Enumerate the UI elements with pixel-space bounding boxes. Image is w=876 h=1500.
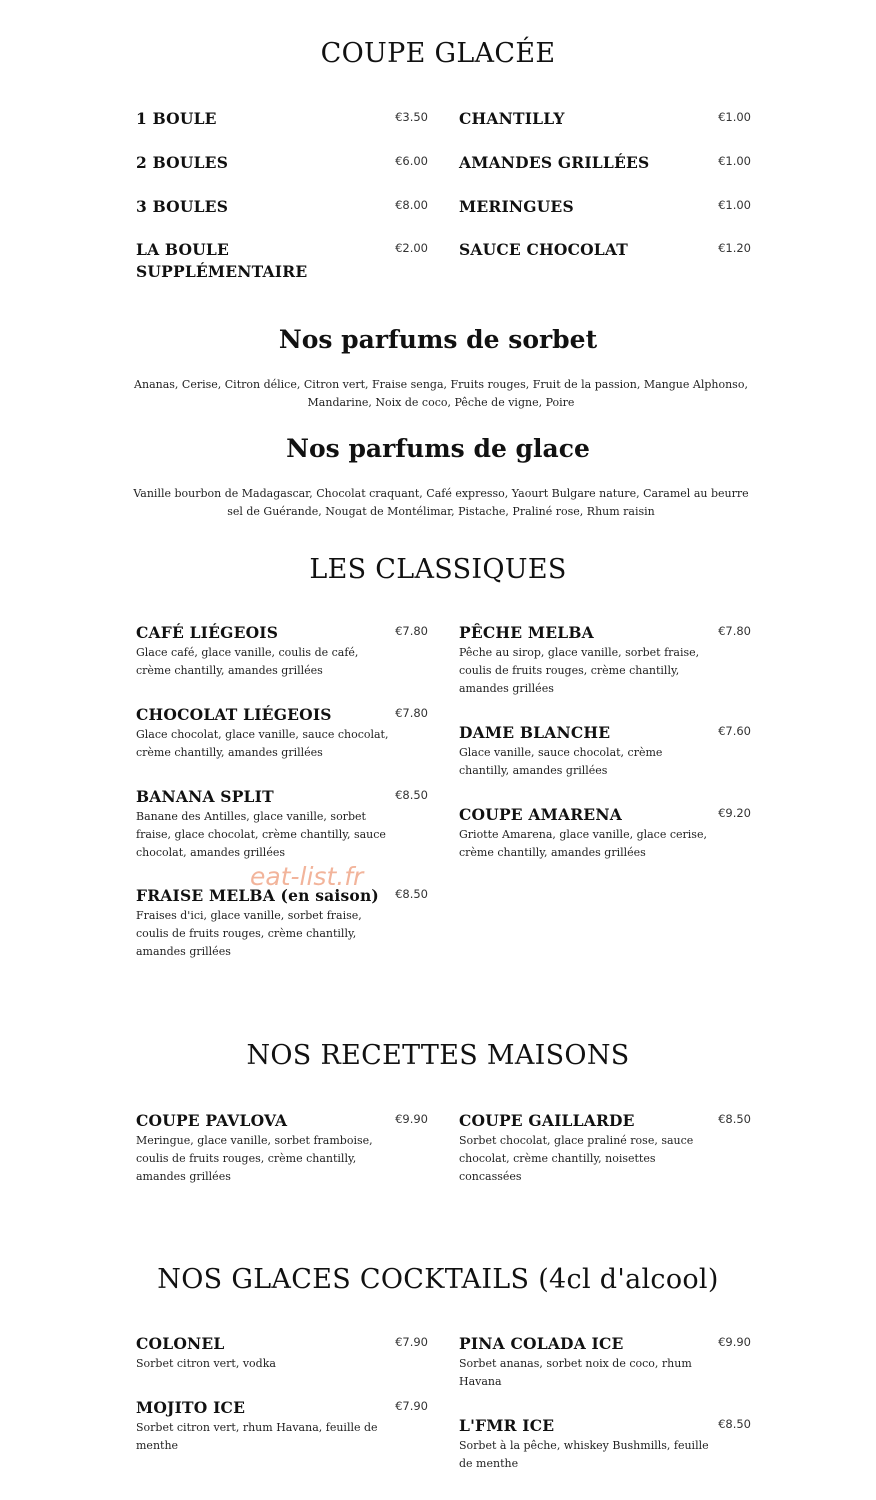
item-price: €1.20	[718, 241, 751, 255]
item-name: CHANTILLY	[459, 109, 565, 128]
item-name: L'FMR ICE	[459, 1416, 555, 1435]
menu-item	[459, 152, 751, 196]
item-price: €8.50	[718, 1417, 751, 1431]
item-name: COUPE PAVLOVA	[136, 1111, 288, 1130]
menu-item	[136, 152, 428, 196]
item-description: Sorbet à la pêche, whiskey Bushmills, feuille de menthe	[459, 1439, 709, 1470]
item-name: 1 BOULE	[136, 109, 217, 128]
item-price: €8.50	[395, 887, 428, 901]
sorbet-flavors-text: Ananas, Cerise, Citron délice, Citron vert, Fraise senga, Fruits rouges, Fruit de la passion, Mangue Alphonso, Mandarine, Noix de coco, Pêche de vigne, Poire	[134, 378, 748, 409]
item-description: Meringue, glace vanille, sorbet framboise, coulis de fruits rouges, crème chantilly, amandes grillées	[136, 1134, 373, 1183]
menu-item	[136, 108, 428, 152]
item-description: Sorbet ananas, sorbet noix de coco, rhum Havana	[459, 1357, 692, 1388]
coupe-glacee-left-column	[136, 108, 428, 283]
item-price: €8.50	[395, 788, 428, 802]
classiques-right-column	[459, 622, 751, 862]
item-name: DAME BLANCHE	[459, 723, 611, 742]
item-name: AMANDES GRILLÉES	[459, 153, 650, 172]
cocktails-left-column	[136, 1333, 428, 1455]
section-title-coupe-glacee: COUPE GLACÉE	[320, 38, 556, 69]
item-description: Sorbet chocolat, glace praliné rose, sauce chocolat, crème chantilly, noisettes concassées	[459, 1134, 694, 1183]
item-price: €7.60	[718, 724, 751, 738]
menu-item	[459, 196, 751, 239]
menu-item	[136, 1333, 428, 1397]
item-name: BANANA SPLIT	[136, 787, 274, 806]
item-description: Pêche au sirop, glace vanille, sorbet fraise, coulis de fruits rouges, crème chantilly, amandes grillées	[459, 646, 700, 695]
item-name: MERINGUES	[459, 197, 574, 216]
sorbet-flavors-title: Nos parfums de sorbet	[278, 325, 598, 354]
item-name: PÊCHE MELBA	[459, 623, 594, 642]
menu-item	[136, 885, 428, 961]
menu-item	[459, 1333, 751, 1415]
item-price: €9.20	[718, 806, 751, 820]
menu-item	[136, 1110, 428, 1186]
menu-item	[459, 1110, 751, 1186]
recettes-left-column	[136, 1110, 428, 1186]
recettes-right-column	[459, 1110, 751, 1186]
item-price: €2.00	[395, 241, 428, 255]
menu-item	[459, 108, 751, 152]
item-name: COUPE GAILLARDE	[459, 1111, 635, 1130]
item-description: Glace chocolat, glace vanille, sauce chocolat, crème chantilly, amandes grillées	[136, 728, 389, 759]
item-name: SAUCE CHOCOLAT	[459, 240, 629, 259]
item-price: €7.80	[718, 624, 751, 638]
item-description: Glace café, glace vanille, coulis de café, crème chantilly, amandes grillées	[136, 646, 359, 677]
menu-item	[459, 804, 751, 862]
item-description: Banane des Antilles, glace vanille, sorbet fraise, glace chocolat, crème chantilly, sauce chocolat, amandes grillées	[136, 810, 386, 859]
menu-item	[136, 196, 428, 239]
menu-item	[459, 622, 751, 722]
section-title-recettes-maisons: NOS RECETTES MAISONS	[246, 1040, 630, 1071]
item-price: €8.50	[718, 1112, 751, 1126]
ice-cream-flavors-text: Vanille bourbon de Madagascar, Chocolat craquant, Café expresso, Yaourt Bulgare nature, Caramel au beurre sel de Guérande, Nougat de Montélimar, Pistache, Praliné rose, Rhum raisin	[133, 487, 749, 518]
classiques-left-column	[136, 622, 428, 961]
ice-cream-flavors-title: Nos parfums de glace	[286, 434, 590, 463]
item-price: €7.90	[395, 1399, 428, 1413]
item-name: FRAISE MELBA (en saison)	[136, 886, 379, 905]
item-name: COLONEL	[136, 1334, 225, 1353]
item-name: MOJITO ICE	[136, 1398, 246, 1417]
watermark: eat-list.fr	[250, 862, 364, 891]
item-price: €7.90	[395, 1335, 428, 1349]
menu-item	[459, 1415, 751, 1473]
item-price: €7.80	[395, 624, 428, 638]
item-price: €9.90	[395, 1112, 428, 1126]
menu-item	[459, 239, 751, 261]
item-name: COUPE AMARENA	[459, 805, 622, 824]
item-description: Glace vanille, sauce chocolat, crème chantilly, amandes grillées	[459, 746, 663, 777]
item-price: €7.80	[395, 706, 428, 720]
menu-item	[136, 622, 428, 704]
item-description: Fraises d'ici, glace vanille, sorbet fraise, coulis de fruits rouges, crème chantilly, amandes grillées	[136, 909, 362, 958]
menu-item	[459, 722, 751, 804]
coupe-glacee-right-column	[459, 108, 751, 261]
item-price: €8.00	[395, 198, 428, 212]
item-price: €9.90	[718, 1335, 751, 1349]
item-price: €1.00	[718, 154, 751, 168]
item-description: Griotte Amarena, glace vanille, glace cerise, crème chantilly, amandes grillées	[459, 828, 707, 859]
item-description: Sorbet citron vert, rhum Havana, feuille de menthe	[136, 1421, 378, 1452]
item-price: €3.50	[395, 110, 428, 124]
item-name: CAFÉ LIÉGEOIS	[136, 623, 279, 642]
item-price: €1.00	[718, 198, 751, 212]
item-name: 3 BOULES	[136, 197, 229, 216]
item-description: Sorbet citron vert, vodka	[136, 1357, 276, 1370]
item-name: PINA COLADA ICE	[459, 1334, 624, 1353]
section-title-glaces-cocktails: NOS GLACES COCKTAILS (4cl d'alcool)	[157, 1264, 719, 1295]
item-name: LA BOULE SUPPLÉMENTAIRE	[136, 240, 308, 281]
menu-item	[136, 1397, 428, 1455]
item-name: CHOCOLAT LIÉGEOIS	[136, 705, 332, 724]
item-price: €6.00	[395, 154, 428, 168]
section-title-classiques: LES CLASSIQUES	[309, 554, 567, 585]
menu-item	[136, 239, 428, 283]
menu-item	[136, 704, 428, 786]
cocktails-right-column	[459, 1333, 751, 1473]
item-price: €1.00	[718, 110, 751, 124]
item-name: 2 BOULES	[136, 153, 229, 172]
